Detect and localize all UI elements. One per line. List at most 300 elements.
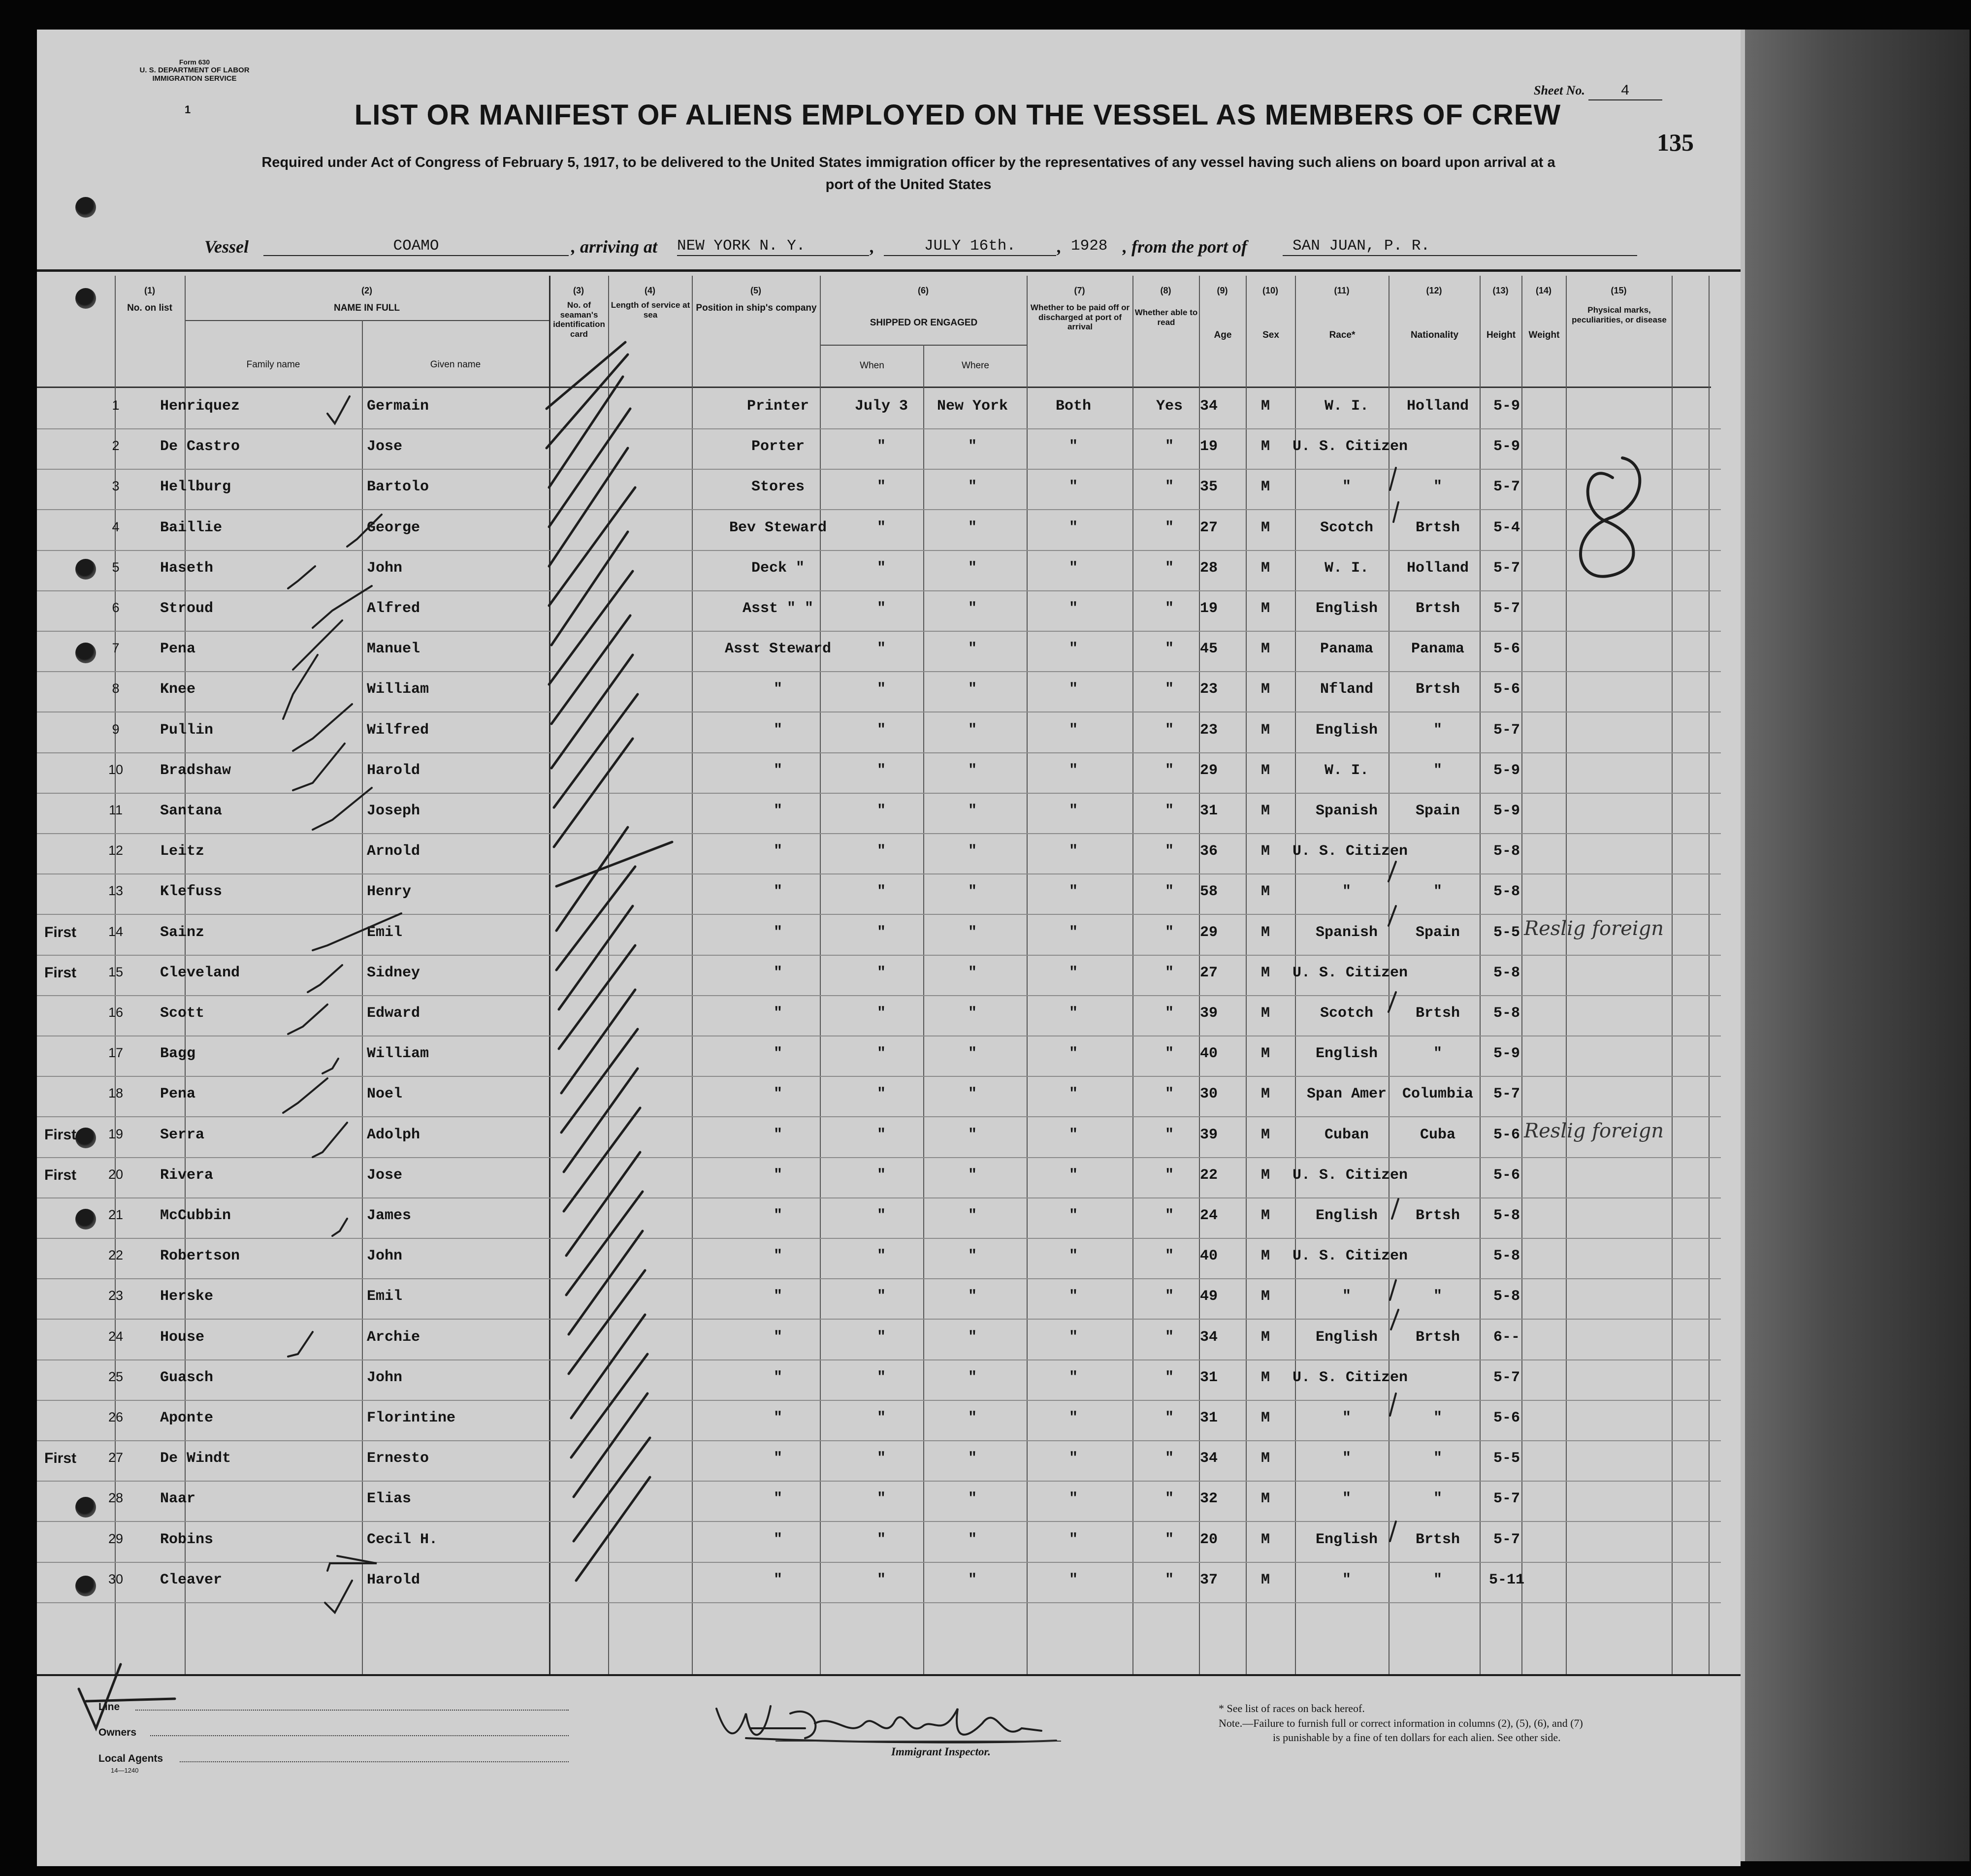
given-name: Henry — [367, 883, 412, 901]
sex: M — [1260, 843, 1270, 860]
race: " — [1342, 1490, 1351, 1508]
age: 32 — [1199, 1490, 1218, 1508]
sex: M — [1260, 1045, 1270, 1063]
paid-off: " — [1068, 1005, 1078, 1022]
col-num-4: (4) — [645, 286, 655, 295]
paid-off: " — [1068, 1490, 1078, 1508]
table-row — [37, 1035, 1721, 1077]
service-name: IMMIGRATION SERVICE — [152, 74, 237, 83]
height: 5-9 — [1493, 398, 1520, 415]
table-row — [37, 1440, 1721, 1482]
family-name: Rivera — [160, 1166, 214, 1184]
able-to-read: " — [1164, 924, 1174, 941]
row-number: 20 — [108, 1166, 124, 1182]
row-number: 25 — [108, 1369, 124, 1384]
table-row — [37, 1238, 1721, 1279]
col-header-read: Whether able to read — [1134, 308, 1198, 327]
form-number: Form 630 — [179, 58, 210, 66]
race: U. S. Citizen — [1292, 843, 1408, 860]
departure-port: SAN JUAN, P. R. — [1283, 237, 1637, 256]
sex: M — [1260, 1490, 1270, 1508]
col-header-family: Family name — [246, 359, 300, 370]
row-number: 26 — [108, 1410, 124, 1424]
sex: M — [1260, 1288, 1270, 1305]
table-top-rule — [37, 269, 1741, 272]
given-name: Harold — [367, 1571, 420, 1588]
age: 19 — [1199, 438, 1218, 455]
given-name: William — [367, 1045, 429, 1063]
footnote-races: * See list of races on back hereof. — [1219, 1702, 1365, 1714]
sex: M — [1260, 883, 1270, 901]
family-name: Bradshaw — [160, 762, 231, 779]
nationality: Brtsh — [1415, 1005, 1460, 1022]
table-row — [37, 428, 1721, 470]
col-num-11: (11) — [1334, 286, 1350, 295]
table-row — [37, 712, 1721, 753]
table-row — [37, 1400, 1721, 1441]
age: 31 — [1199, 1369, 1218, 1386]
subtitle-line-1: Required under Act of Congress of February 5, 1917, to be delivered to the United States immigration officer by the representatives of any vessel having such aliens on board upon arrival at a — [261, 155, 1555, 170]
given-name: Cecil H. — [367, 1531, 438, 1548]
paid-off: " — [1068, 1045, 1078, 1063]
row-number: 8 — [112, 681, 120, 696]
shipped-where: " — [968, 1248, 977, 1265]
paid-off: " — [1068, 1369, 1078, 1386]
able-to-read: Yes — [1156, 398, 1183, 415]
nationality: Spain — [1415, 924, 1460, 941]
position: " — [773, 1166, 782, 1184]
given-name: Alfred — [367, 600, 420, 617]
document-title: LIST OR MANIFEST OF ALIENS EMPLOYED ON THE VESSEL AS MEMBERS OF CREW — [354, 99, 1561, 131]
height: 6-- — [1493, 1328, 1520, 1346]
height: 5-7 — [1493, 479, 1520, 496]
inspector-signature — [716, 1706, 1056, 1743]
table-row — [37, 1278, 1721, 1320]
race: Scotch — [1320, 519, 1374, 536]
height: 5-7 — [1493, 1531, 1520, 1548]
able-to-read: " — [1164, 1410, 1174, 1426]
able-to-read: " — [1164, 600, 1174, 617]
footnote-penalty: Note.—Failure to furnish full or correct information in columns (2), (5), (6), and (7) — [1219, 1716, 1583, 1729]
position: Asst Steward — [724, 641, 832, 658]
table-row — [37, 1359, 1721, 1401]
row-number: 7 — [112, 641, 120, 656]
family-name: Haseth — [160, 559, 214, 577]
race: U. S. Citizen — [1292, 438, 1408, 455]
sex: M — [1260, 1207, 1270, 1224]
given-name: James — [367, 1207, 412, 1224]
arrival-date: JULY 16th. — [884, 237, 1056, 256]
age: 19 — [1199, 600, 1218, 617]
vessel-label: Vessel — [204, 237, 249, 257]
position: " — [773, 1207, 782, 1224]
position: " — [773, 803, 782, 819]
col-num-5: (5) — [750, 286, 761, 295]
age: 28 — [1199, 559, 1218, 577]
sex: M — [1260, 641, 1270, 658]
shipped-when: " — [876, 1166, 886, 1184]
given-name: Ernesto — [367, 1450, 429, 1467]
given-name: Edward — [367, 1005, 420, 1022]
able-to-read: " — [1164, 1490, 1174, 1508]
given-name: Germain — [367, 398, 429, 415]
given-name: Manuel — [367, 641, 420, 658]
table-row — [37, 1481, 1721, 1522]
col-num-1: (1) — [144, 286, 155, 295]
given-name: Emil — [367, 924, 403, 941]
arrival-port: NEW YORK N. Y. — [677, 237, 869, 256]
able-to-read: " — [1164, 519, 1174, 536]
shipped-where: " — [968, 883, 977, 901]
owners-field — [150, 1735, 569, 1736]
height: 5-4 — [1493, 519, 1520, 536]
subtitle-line-2: port of the United States — [825, 176, 992, 193]
shipped-when: " — [876, 1207, 886, 1224]
col-header-id-card: No. of seaman's identification card — [553, 300, 605, 339]
nationality: " — [1433, 1410, 1442, 1426]
age: 23 — [1199, 721, 1218, 739]
able-to-read: " — [1164, 1450, 1174, 1467]
position: " — [773, 762, 782, 779]
race: Nfland — [1320, 681, 1374, 698]
shipped-where: " — [968, 600, 977, 617]
nationality: Holland — [1406, 398, 1469, 415]
given-name: John — [367, 1369, 403, 1386]
paid-off: " — [1068, 559, 1078, 577]
col-header-where: Where — [962, 360, 989, 371]
nationality: " — [1433, 762, 1442, 779]
race: Scotch — [1320, 1005, 1374, 1022]
col-num-15: (15) — [1611, 286, 1627, 295]
adjacent-page-edge — [1738, 30, 1970, 1861]
given-name: Arnold — [367, 843, 420, 860]
family-name: McCubbin — [160, 1207, 231, 1224]
given-name: Jose — [367, 438, 403, 455]
row-number: 5 — [112, 559, 120, 575]
shipped-where: " — [968, 1571, 977, 1588]
shipped-when: " — [876, 1126, 886, 1143]
age: 39 — [1199, 1126, 1218, 1143]
shipped-where: " — [968, 1126, 977, 1143]
row-number: 29 — [108, 1531, 124, 1546]
able-to-read: " — [1164, 762, 1174, 779]
sex: M — [1260, 1410, 1270, 1426]
height: 5-8 — [1493, 964, 1520, 981]
shipped-when: " — [876, 1490, 886, 1508]
col-num-2: (2) — [361, 286, 372, 295]
race: English — [1315, 1531, 1378, 1548]
paid-off: " — [1068, 1248, 1078, 1265]
voyage-line: Vessel COAMO , arriving at NEW YORK N. Y. , JULY 16th. , 1928 , from the port of SAN JUAN, P. R. — [204, 236, 1681, 261]
family-name: Robertson — [160, 1248, 240, 1265]
nationality: " — [1433, 1490, 1442, 1508]
table-row — [37, 631, 1721, 672]
family-name: Henriquez — [160, 398, 240, 415]
col-num-6: (6) — [918, 286, 929, 295]
able-to-read: " — [1164, 803, 1174, 819]
handwritten-remark: Reslig foreign — [1524, 1119, 1664, 1142]
paid-off: " — [1068, 803, 1078, 819]
position: Bev Steward — [729, 519, 827, 536]
paid-off: Both — [1055, 398, 1091, 415]
col-header-name: NAME IN FULL — [333, 303, 400, 313]
page-mark: 1 — [185, 103, 191, 116]
race: English — [1315, 600, 1378, 617]
first-class-marker: First — [44, 1166, 77, 1183]
shipped-where: " — [968, 1490, 977, 1508]
shipped-when: " — [876, 1005, 886, 1022]
table-row — [37, 752, 1721, 794]
position: " — [773, 1369, 782, 1386]
age: 27 — [1199, 964, 1218, 981]
age: 22 — [1199, 1166, 1218, 1184]
table-row — [37, 1562, 1721, 1603]
row-number: 17 — [108, 1045, 124, 1061]
height: 5-6 — [1493, 1410, 1520, 1426]
family-name: Pena — [160, 641, 196, 658]
sex: M — [1260, 803, 1270, 819]
family-name: Pullin — [160, 721, 214, 739]
shipped-where: " — [968, 1166, 977, 1184]
nationality: Brtsh — [1415, 519, 1460, 536]
age: 29 — [1199, 924, 1218, 941]
row-number: 6 — [112, 600, 120, 615]
table-row — [37, 873, 1721, 915]
stamped-page-number: 135 — [1657, 129, 1694, 156]
nationality: Cuba — [1420, 1126, 1455, 1143]
height: 5-8 — [1493, 843, 1520, 860]
height: 5-6 — [1493, 1166, 1520, 1184]
position: Deck " — [751, 559, 805, 577]
row-number: 22 — [108, 1248, 124, 1263]
paid-off: " — [1068, 1328, 1078, 1346]
col-header-physical-marks: Physical marks, peculiarities, or disease — [1572, 305, 1667, 324]
col-header-when: When — [860, 360, 884, 371]
shipped-where: " — [968, 803, 977, 819]
race: W. I. — [1324, 559, 1369, 577]
col-num-14: (14) — [1535, 286, 1551, 295]
able-to-read: " — [1164, 843, 1174, 860]
able-to-read: " — [1164, 681, 1174, 698]
position: Stores — [751, 479, 805, 496]
given-name: Elias — [367, 1490, 412, 1508]
height: 5-7 — [1493, 721, 1520, 739]
nationality: Brtsh — [1415, 600, 1460, 617]
binder-hole — [75, 197, 96, 218]
age: 40 — [1199, 1045, 1218, 1063]
paid-off: " — [1068, 1126, 1078, 1143]
race: English — [1315, 721, 1378, 739]
row-number: 15 — [108, 964, 124, 979]
table-row — [37, 833, 1721, 874]
local-agents-field — [180, 1761, 569, 1762]
paid-off: " — [1068, 762, 1078, 779]
race: U. S. Citizen — [1292, 1248, 1408, 1265]
shipped-when: " — [876, 1531, 886, 1548]
race: " — [1342, 1571, 1351, 1588]
col-header-nationality: Nationality — [1410, 330, 1459, 340]
age: 35 — [1199, 479, 1218, 496]
able-to-read: " — [1164, 479, 1174, 496]
col-header-position: Position in ship's company — [696, 303, 817, 313]
table-row — [37, 914, 1721, 956]
row-number: 10 — [108, 762, 124, 777]
position: " — [773, 1450, 782, 1467]
shipped-when: " — [876, 1248, 886, 1265]
table-row — [37, 995, 1721, 1036]
legal-subtitle — [101, 152, 1716, 196]
family-name: Robins — [160, 1531, 214, 1548]
race: English — [1315, 1328, 1378, 1346]
position: " — [773, 721, 782, 739]
arrival-year: 1928 — [1071, 237, 1108, 255]
given-name: Joseph — [367, 803, 420, 819]
shipped-when: " — [876, 1288, 886, 1305]
nationality: " — [1433, 1045, 1442, 1063]
age: 24 — [1199, 1207, 1218, 1224]
nationality: " — [1433, 1571, 1442, 1588]
row-number: 19 — [108, 1126, 124, 1141]
given-name: Adolph — [367, 1126, 420, 1143]
nationality: Brtsh — [1415, 1207, 1460, 1224]
shipped-where: " — [968, 1369, 977, 1386]
nationality: " — [1433, 1450, 1442, 1467]
table-row — [37, 1521, 1721, 1563]
family-name: De Castro — [160, 438, 240, 455]
race: Span Amer — [1306, 1086, 1387, 1103]
given-name: Wilfred — [367, 721, 429, 739]
shipped-where: " — [968, 1045, 977, 1063]
family-name: Klefuss — [160, 883, 223, 901]
height: 5-7 — [1493, 1490, 1520, 1508]
height: 5-8 — [1493, 883, 1520, 901]
sex: M — [1260, 924, 1270, 941]
given-name: John — [367, 1248, 403, 1265]
given-name: Noel — [367, 1086, 403, 1103]
col-header-age: Age — [1214, 330, 1232, 340]
shipped-where: " — [968, 1410, 977, 1426]
inspector-signature-line — [775, 1741, 1061, 1742]
height: 5-7 — [1493, 600, 1520, 617]
sex: M — [1260, 1086, 1270, 1103]
paid-off: " — [1068, 1571, 1078, 1588]
race: Spanish — [1315, 924, 1378, 941]
given-name: Archie — [367, 1328, 420, 1346]
paid-off: " — [1068, 1410, 1078, 1426]
age: 27 — [1199, 519, 1218, 536]
shipped-when: " — [876, 1571, 886, 1588]
shipped-when: " — [876, 438, 886, 455]
col-num-12: (12) — [1426, 286, 1442, 295]
row-number: 14 — [108, 924, 124, 939]
handwritten-remark: Reslig foreign — [1524, 917, 1664, 940]
able-to-read: " — [1164, 641, 1174, 658]
vessel-name: COAMO — [263, 237, 569, 256]
paid-off: " — [1068, 600, 1078, 617]
race: " — [1342, 1450, 1351, 1467]
sheet-number — [1534, 83, 1662, 100]
col-header-race: Race* — [1329, 330, 1356, 340]
race: W. I. — [1324, 398, 1369, 415]
age: 45 — [1199, 641, 1218, 658]
line-label: Line — [98, 1701, 120, 1713]
shipped-where: " — [968, 519, 977, 536]
shipped-when: " — [876, 1410, 886, 1426]
nationality: Spain — [1415, 803, 1460, 819]
able-to-read: " — [1164, 1248, 1174, 1265]
name-subheader-rule — [185, 320, 549, 321]
sex: M — [1260, 1531, 1270, 1548]
race: U. S. Citizen — [1292, 964, 1408, 981]
sex: M — [1260, 964, 1270, 981]
nationality: " — [1433, 721, 1442, 739]
inspector-label: Immigrant Inspector. — [891, 1746, 991, 1758]
height: 5-9 — [1493, 762, 1520, 779]
shipped-when: " — [876, 681, 886, 698]
shipped-when: " — [876, 762, 886, 779]
shipped-where: New York — [937, 398, 1008, 415]
department-name: U. S. DEPARTMENT OF LABOR — [139, 66, 250, 75]
height: 5-5 — [1493, 1450, 1520, 1467]
table-row — [37, 469, 1721, 510]
position: " — [773, 681, 782, 698]
row-number: 3 — [112, 479, 120, 494]
shipped-where: " — [968, 924, 977, 941]
shipped-when: " — [876, 1369, 886, 1386]
shipped-when: " — [876, 883, 886, 901]
nationality: " — [1433, 479, 1442, 496]
height: 5-7 — [1493, 1086, 1520, 1103]
position: " — [773, 843, 782, 860]
shipped-when: July 3 — [854, 398, 908, 415]
able-to-read: " — [1164, 1005, 1174, 1022]
sex: M — [1260, 1126, 1270, 1143]
table-row — [37, 955, 1721, 996]
nationality: Brtsh — [1415, 681, 1460, 698]
paid-off: " — [1068, 641, 1078, 658]
race: " — [1342, 479, 1351, 496]
shipped-where: " — [968, 1005, 977, 1022]
arriving-label: , arriving at — [571, 237, 658, 257]
height: 5-8 — [1493, 1207, 1520, 1224]
nationality: Holland — [1406, 559, 1469, 577]
height: 5-6 — [1493, 1126, 1520, 1143]
able-to-read: " — [1164, 1086, 1174, 1103]
height: 5-11 — [1488, 1571, 1524, 1588]
table-row — [37, 388, 1721, 429]
first-class-marker: First — [44, 1450, 77, 1467]
col-header-weight: Weight — [1528, 330, 1560, 340]
col-header-no: No. on list — [127, 303, 172, 313]
race: W. I. — [1324, 762, 1369, 779]
position: " — [773, 1248, 782, 1265]
row-number: 1 — [112, 398, 120, 413]
sex: M — [1260, 519, 1270, 536]
given-name: William — [367, 681, 429, 698]
form-identifier — [111, 58, 278, 83]
first-class-marker: First — [44, 924, 77, 940]
table-bottom-rule — [37, 1674, 1741, 1676]
family-name: Stroud — [160, 600, 214, 617]
given-name: Jose — [367, 1166, 403, 1184]
sex: M — [1260, 1450, 1270, 1467]
shipped-where: " — [968, 843, 977, 860]
shipped-when: " — [876, 924, 886, 941]
shipped-when: " — [876, 964, 886, 981]
row-number: 23 — [108, 1288, 124, 1303]
shipped-when: " — [876, 479, 886, 496]
col-header-given: Given name — [430, 359, 481, 370]
